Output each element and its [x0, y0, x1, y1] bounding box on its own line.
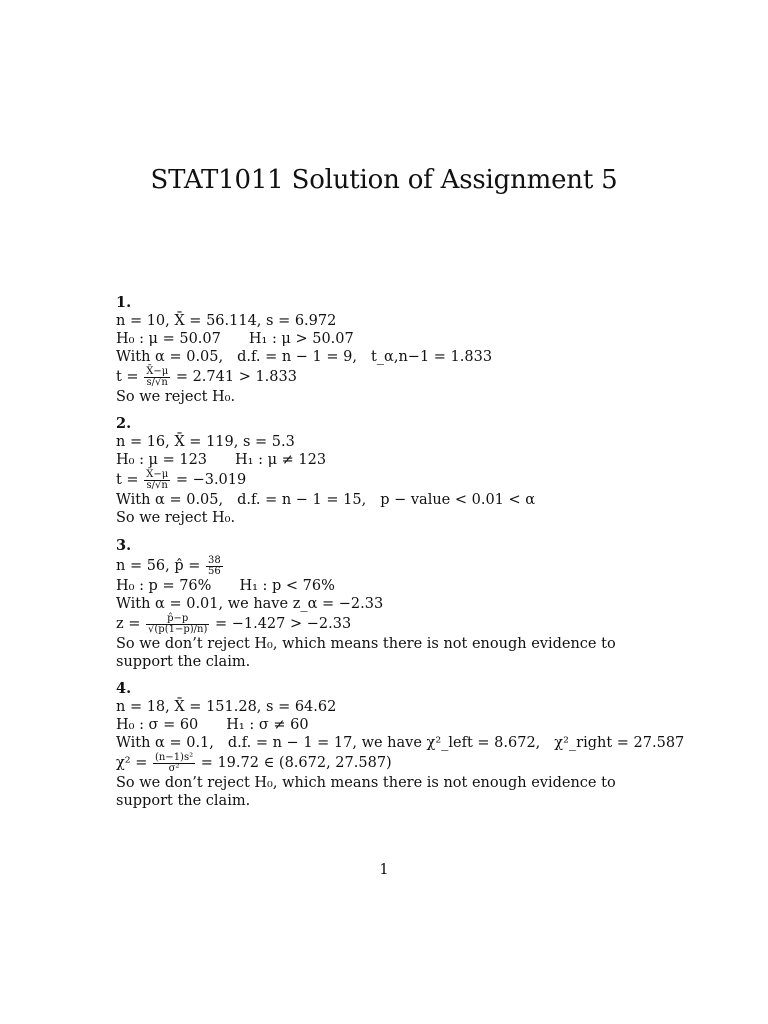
question-2	[116, 415, 661, 527]
stat-result: = −3.019	[175, 472, 247, 488]
test-statistic	[116, 613, 661, 635]
stat-label: z =	[116, 616, 141, 632]
question-4	[116, 680, 685, 810]
page-number: 1	[379, 862, 389, 878]
fraction-denominator: s/√n	[146, 479, 168, 491]
conclusion: So we don’t reject H₀, which means there is not enough evidence to support the claim.	[116, 775, 616, 809]
fraction-denominator: 56	[208, 565, 221, 577]
given-values: n = 16, X̄ = 119, s = 5.3	[116, 434, 295, 450]
question-number: 3.	[116, 537, 132, 554]
fraction-numerator: 38	[208, 554, 221, 566]
fraction	[144, 367, 170, 388]
significance-level: With α = 0.05,	[116, 492, 224, 508]
degrees-of-freedom: d.f. = n − 1 = 9,	[237, 349, 357, 365]
conclusion: So we reject H₀.	[116, 510, 236, 526]
p-value: p − value < 0.01 < α	[380, 492, 536, 508]
question-number: 4.	[116, 680, 132, 697]
fraction	[153, 753, 195, 774]
critical-value: t_α,n−1 = 1.833	[370, 349, 493, 365]
test-parameters	[116, 348, 661, 366]
alt-hypothesis: H₁ : μ > 50.07	[248, 331, 354, 347]
null-hypothesis: H₀ : μ = 50.07	[116, 331, 221, 347]
alt-hypothesis: H₁ : μ ≠ 123	[235, 452, 327, 468]
fraction-denominator: σ²	[168, 762, 180, 774]
given-text: n = 56, p̂ =	[116, 558, 201, 574]
stat-result: = 2.741 > 1.833	[175, 369, 297, 385]
test-parameters: With α = 0.01, we have z_α = −2.33	[116, 596, 384, 612]
stat-label: t =	[116, 369, 139, 385]
conclusion: So we reject H₀.	[116, 389, 236, 405]
test-statistic	[116, 366, 661, 388]
stat-result: = 19.72 ∈ (8.672, 27.587)	[200, 755, 392, 771]
test-parameters	[116, 491, 661, 509]
hypotheses	[116, 716, 661, 734]
given-values: n = 10, X̄ = 56.114, s = 6.972	[116, 313, 337, 329]
page-title: STAT1011 Solution of Assignment 5	[150, 165, 618, 195]
stat-label: χ² =	[116, 755, 148, 771]
null-hypothesis: H₀ : p = 76%	[116, 578, 212, 594]
hypotheses	[116, 577, 661, 595]
alt-hypothesis: H₁ : p < 76%	[239, 578, 335, 594]
fraction-denominator: √(p(1−p)/n)	[148, 623, 208, 635]
question-3	[116, 537, 661, 671]
fraction-numerator: X̄−μ	[146, 468, 169, 480]
fraction-numerator: p̂−p	[146, 614, 209, 625]
fraction-numerator: (n−1)s²	[154, 751, 194, 763]
fraction	[206, 556, 223, 577]
fraction-numerator: X̄−μ	[146, 365, 169, 377]
question-number: 2.	[116, 415, 132, 432]
test-parameters	[116, 734, 685, 752]
given-values: n = 18, X̄ = 151.28, s = 64.62	[116, 699, 337, 715]
question-number: 1.	[116, 294, 132, 311]
fraction	[144, 470, 170, 491]
question-1	[116, 294, 661, 406]
test-statistic	[116, 469, 661, 491]
critical-values: d.f. = n − 1 = 17, we have χ²_left = 8.672,	[227, 735, 541, 751]
null-hypothesis: H₀ : σ = 60	[116, 717, 199, 733]
given-values	[116, 555, 661, 577]
hypotheses	[116, 451, 661, 469]
significance-level: With α = 0.05,	[116, 349, 224, 365]
fraction-denominator: s/√n	[146, 376, 168, 388]
null-hypothesis: H₀ : μ = 123	[116, 452, 208, 468]
degrees-of-freedom: d.f. = n − 1 = 15,	[237, 492, 367, 508]
hypotheses	[116, 330, 661, 348]
test-statistic	[116, 752, 661, 774]
critical-value-right: χ²_right = 27.587	[554, 735, 685, 751]
alt-hypothesis: H₁ : σ ≠ 60	[226, 717, 309, 733]
stat-result: = −1.427 > −2.33	[214, 616, 352, 632]
conclusion: So we don’t reject H₀, which means there is not enough evidence to support the claim.	[116, 636, 616, 670]
fraction	[146, 614, 209, 635]
significance-level: With α = 0.1,	[116, 735, 214, 751]
stat-label: t =	[116, 472, 139, 488]
